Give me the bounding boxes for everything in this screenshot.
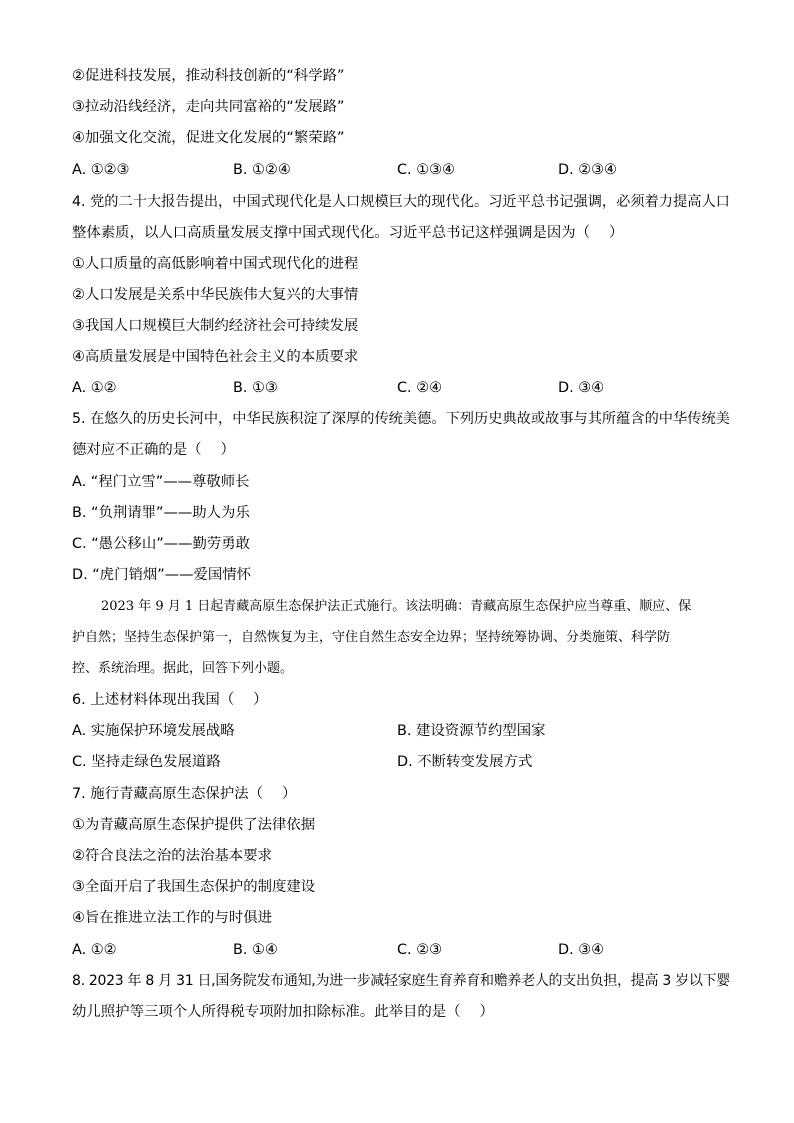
q4-statement-3: ③我国人口规模巨大制约经济社会可持续发展 <box>72 318 359 334</box>
q3-option-d: D. ②③④ <box>558 162 617 178</box>
q4-stem-line-2: 整体素质，以人口高质量发展支撑中国式现代化。习近平总书记这样强调是因为（ ） <box>72 225 624 241</box>
q6-stem: 6. 上述材料体现出我国（ ） <box>72 692 268 708</box>
q7-stem: 7. 施行青藏高原生态保护法（ ） <box>72 786 297 802</box>
q5-option-c: C. “愚公移山”——勤劳勇敢 <box>72 536 251 552</box>
q4-option-d: D. ③④ <box>558 380 605 396</box>
q8-stem-line-2: 幼儿照护等三项个人所得税专项附加扣除标准。此举目的是（ ） <box>72 1004 494 1020</box>
passage-line-2: 护自然；坚持生态保护第一，自然恢复为主，守住自然生态安全边界；坚持统筹协调、分类施策、科学防 <box>72 630 671 645</box>
q6-option-b: B. 建设资源节约型国家 <box>397 723 546 739</box>
q4-option-c: C. ②④ <box>397 380 442 396</box>
q5-option-b: B. “负荆请罪”——助人为乐 <box>72 505 250 521</box>
q3-statement-4: ④加强文化交流，促进文化发展的“繁荣路” <box>72 130 345 146</box>
q7-option-b: B. ①④ <box>233 942 278 958</box>
q6-option-d: D. 不断转变发展方式 <box>397 754 533 770</box>
q3-statement-3: ③拉动沿线经济，走向共同富裕的“发展路” <box>72 99 345 115</box>
q3-option-c: C. ①③④ <box>397 162 455 178</box>
q7-option-d: D. ③④ <box>558 942 605 958</box>
q5-stem-line-1: 5. 在悠久的历史长河中，中华民族积淀了深厚的传统美德。下列历史典故或故事与其所蕴含的中华传统美 <box>72 411 730 427</box>
q7-option-a: A. ①② <box>72 942 117 958</box>
q3-option-b: B. ①②④ <box>233 162 291 178</box>
q4-option-b: B. ①③ <box>233 380 278 396</box>
q7-statement-2: ②符合良法之治的法治基本要求 <box>72 848 272 864</box>
q4-option-a: A. ①② <box>72 380 117 396</box>
q4-stem-line-1: 4. 党的二十大报告提出，中国式现代化是人口规模巨大的现代化。习近平总书记强调，必须着力提高人口 <box>72 194 730 210</box>
q7-statement-3: ③全面开启了我国生态保护的制度建设 <box>72 879 316 895</box>
q3-option-a: A. ①②③ <box>72 162 130 178</box>
q5-stem-line-2: 德对应不正确的是（ ） <box>72 442 235 458</box>
q5-option-d: D. “虎门销烟”——爱国情怀 <box>72 567 252 583</box>
q6-option-a: A. 实施保护环境发展战略 <box>72 723 235 739</box>
passage-line-1: 2023 年 9 月 1 日起青藏高原生态保护法正式施行。该法明确：青藏高原生态保护应当尊重、顺应、保 <box>101 599 692 614</box>
q7-statement-4: ④旨在推进立法工作的与时俱进 <box>72 910 272 926</box>
q4-statement-1: ①人口质量的高低影响着中国式现代化的进程 <box>72 256 359 272</box>
q7-statement-1: ①为青藏高原生态保护提供了法律依据 <box>72 817 316 833</box>
passage-line-3: 控、系统治理。据此，回答下列小题。 <box>72 661 294 676</box>
q4-statement-4: ④高质量发展是中国特色社会主义的本质要求 <box>72 349 359 365</box>
q7-option-c: C. ②③ <box>397 942 442 958</box>
q8-stem-line-1: 8. 2023 年 8 月 31 日,国务院发布通知,为进一步减轻家庭生育养育和赡养老人的支出负担，提高 3 岁以下婴 <box>72 973 731 989</box>
q6-option-c: C. 坚持走绿色发展道路 <box>72 754 221 770</box>
q3-statement-2: ②促进科技发展，推动科技创新的“科学路” <box>72 68 345 84</box>
q4-statement-2: ②人口发展是关系中华民族伟大复兴的大事情 <box>72 287 359 303</box>
q5-option-a: A. “程门立雪”——尊敬师长 <box>72 474 250 490</box>
